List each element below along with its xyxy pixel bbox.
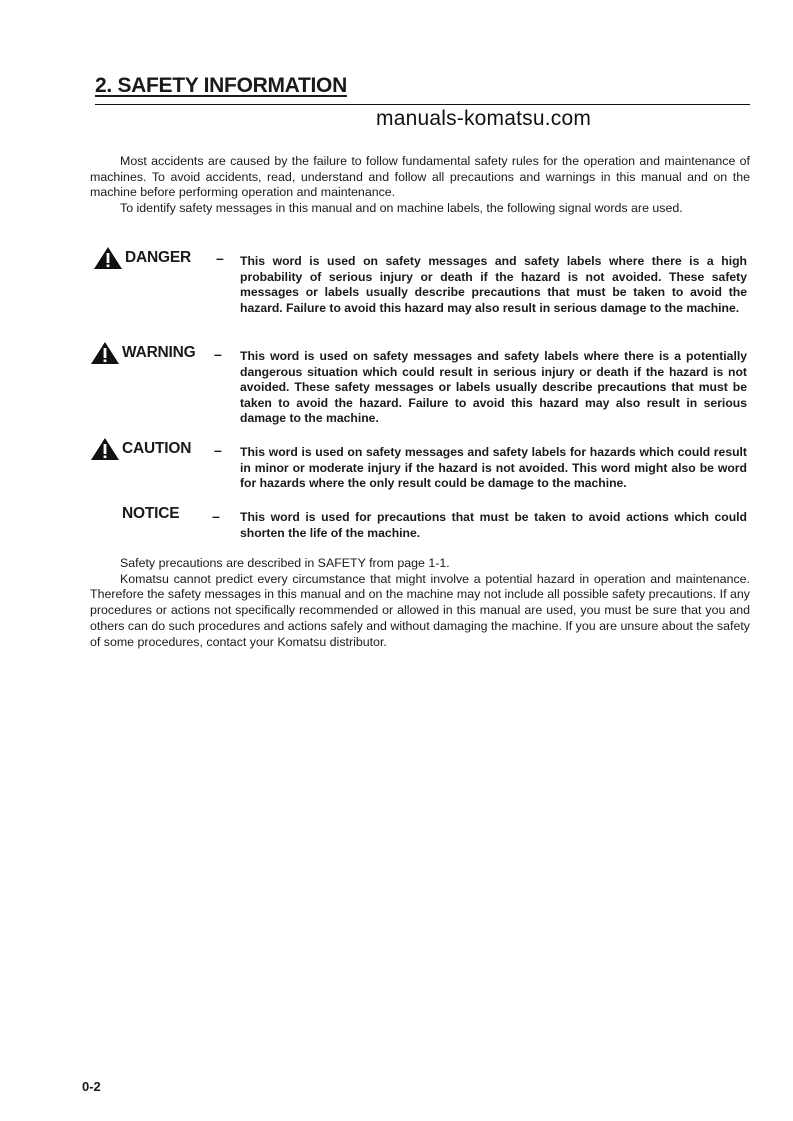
signal-notice: [90, 504, 750, 564]
notice-label-group: [122, 505, 179, 523]
signal-danger: [90, 246, 750, 315]
warning-dash: –: [214, 346, 222, 362]
warning-description: This word is used on safety messages and safety labels where there is a potentially dangerous situation which could result in serious injury or death if the hazard is not avoided. These safety messages or labels usually describe precautions that must be taken to avoid the hazard. Failure to avoid this hazard may also result in serious damage to the machine.: [240, 349, 747, 426]
intro-paragraph-1: Most accidents are caused by the failure to follow fundamental safety rules for the operation and maintenance of machines. To avoid accidents, read, understand and follow all precautions and warnings in this manual and on the machine before performing operation and maintenance.: [90, 154, 750, 200]
watermark-text: manuals-komatsu.com: [376, 107, 592, 130]
closing-section: [90, 556, 750, 650]
danger-label-group: [93, 246, 191, 270]
notice-label: NOTICE: [122, 505, 180, 522]
notice-description: This word is used for precautions that must be taken to avoid actions which could shorten the life of the machine.: [240, 510, 747, 540]
closing-paragraph-1: Safety precautions are described in SAFETY from page 1-1.: [120, 556, 450, 570]
page-number: 0-2: [82, 1079, 101, 1094]
warning-triangle-icon: [90, 437, 120, 461]
intro-section: [90, 154, 750, 217]
warning-label-group: [90, 341, 196, 365]
caution-label: CAUTION: [122, 440, 192, 457]
warning-triangle-icon: [90, 341, 120, 365]
closing-paragraph-2: Komatsu cannot predict every circumstance that might involve a potential hazard in operation and maintenance. Therefore the safety messages in this manual and on the machine may not include all possible safety precautions. If any procedures or actions not specifically recommended or allowed in this manual are used, you must be sure that you and others can do such procedures and actions safely and without damaging the machine. If you are unsure about the safety of some procedures, contact your Komatsu distributor.: [90, 571, 750, 649]
notice-dash: –: [212, 508, 220, 524]
warning-label: WARNING: [122, 344, 196, 361]
caution-label-group: [90, 437, 191, 461]
intro-paragraph-2: To identify safety messages in this manual and on machine labels, the following signal words are used.: [120, 201, 683, 216]
caution-dash: –: [214, 442, 222, 458]
signal-caution: [90, 437, 750, 497]
danger-dash: –: [216, 250, 224, 266]
danger-description: This word is used on safety messages and safety labels where there is a high probability of serious injury or death if the hazard is not avoided. These safety messages or labels usually describe precautions that must be taken to avoid the hazard. Failure to avoid this hazard may also result in serious damage to the machine.: [240, 254, 747, 315]
warning-triangle-icon: [93, 246, 123, 270]
section-header: [95, 74, 750, 105]
caution-description: This word is used on safety messages and safety labels for hazards which could result in minor or moderate injury if the hazard is not avoided. This word might also be word for hazards where the only result could be damage to the machine.: [240, 445, 747, 491]
signal-warning: [90, 341, 750, 426]
page-title: 2. SAFETY INFORMATION: [95, 74, 347, 97]
danger-label: DANGER: [125, 249, 191, 266]
